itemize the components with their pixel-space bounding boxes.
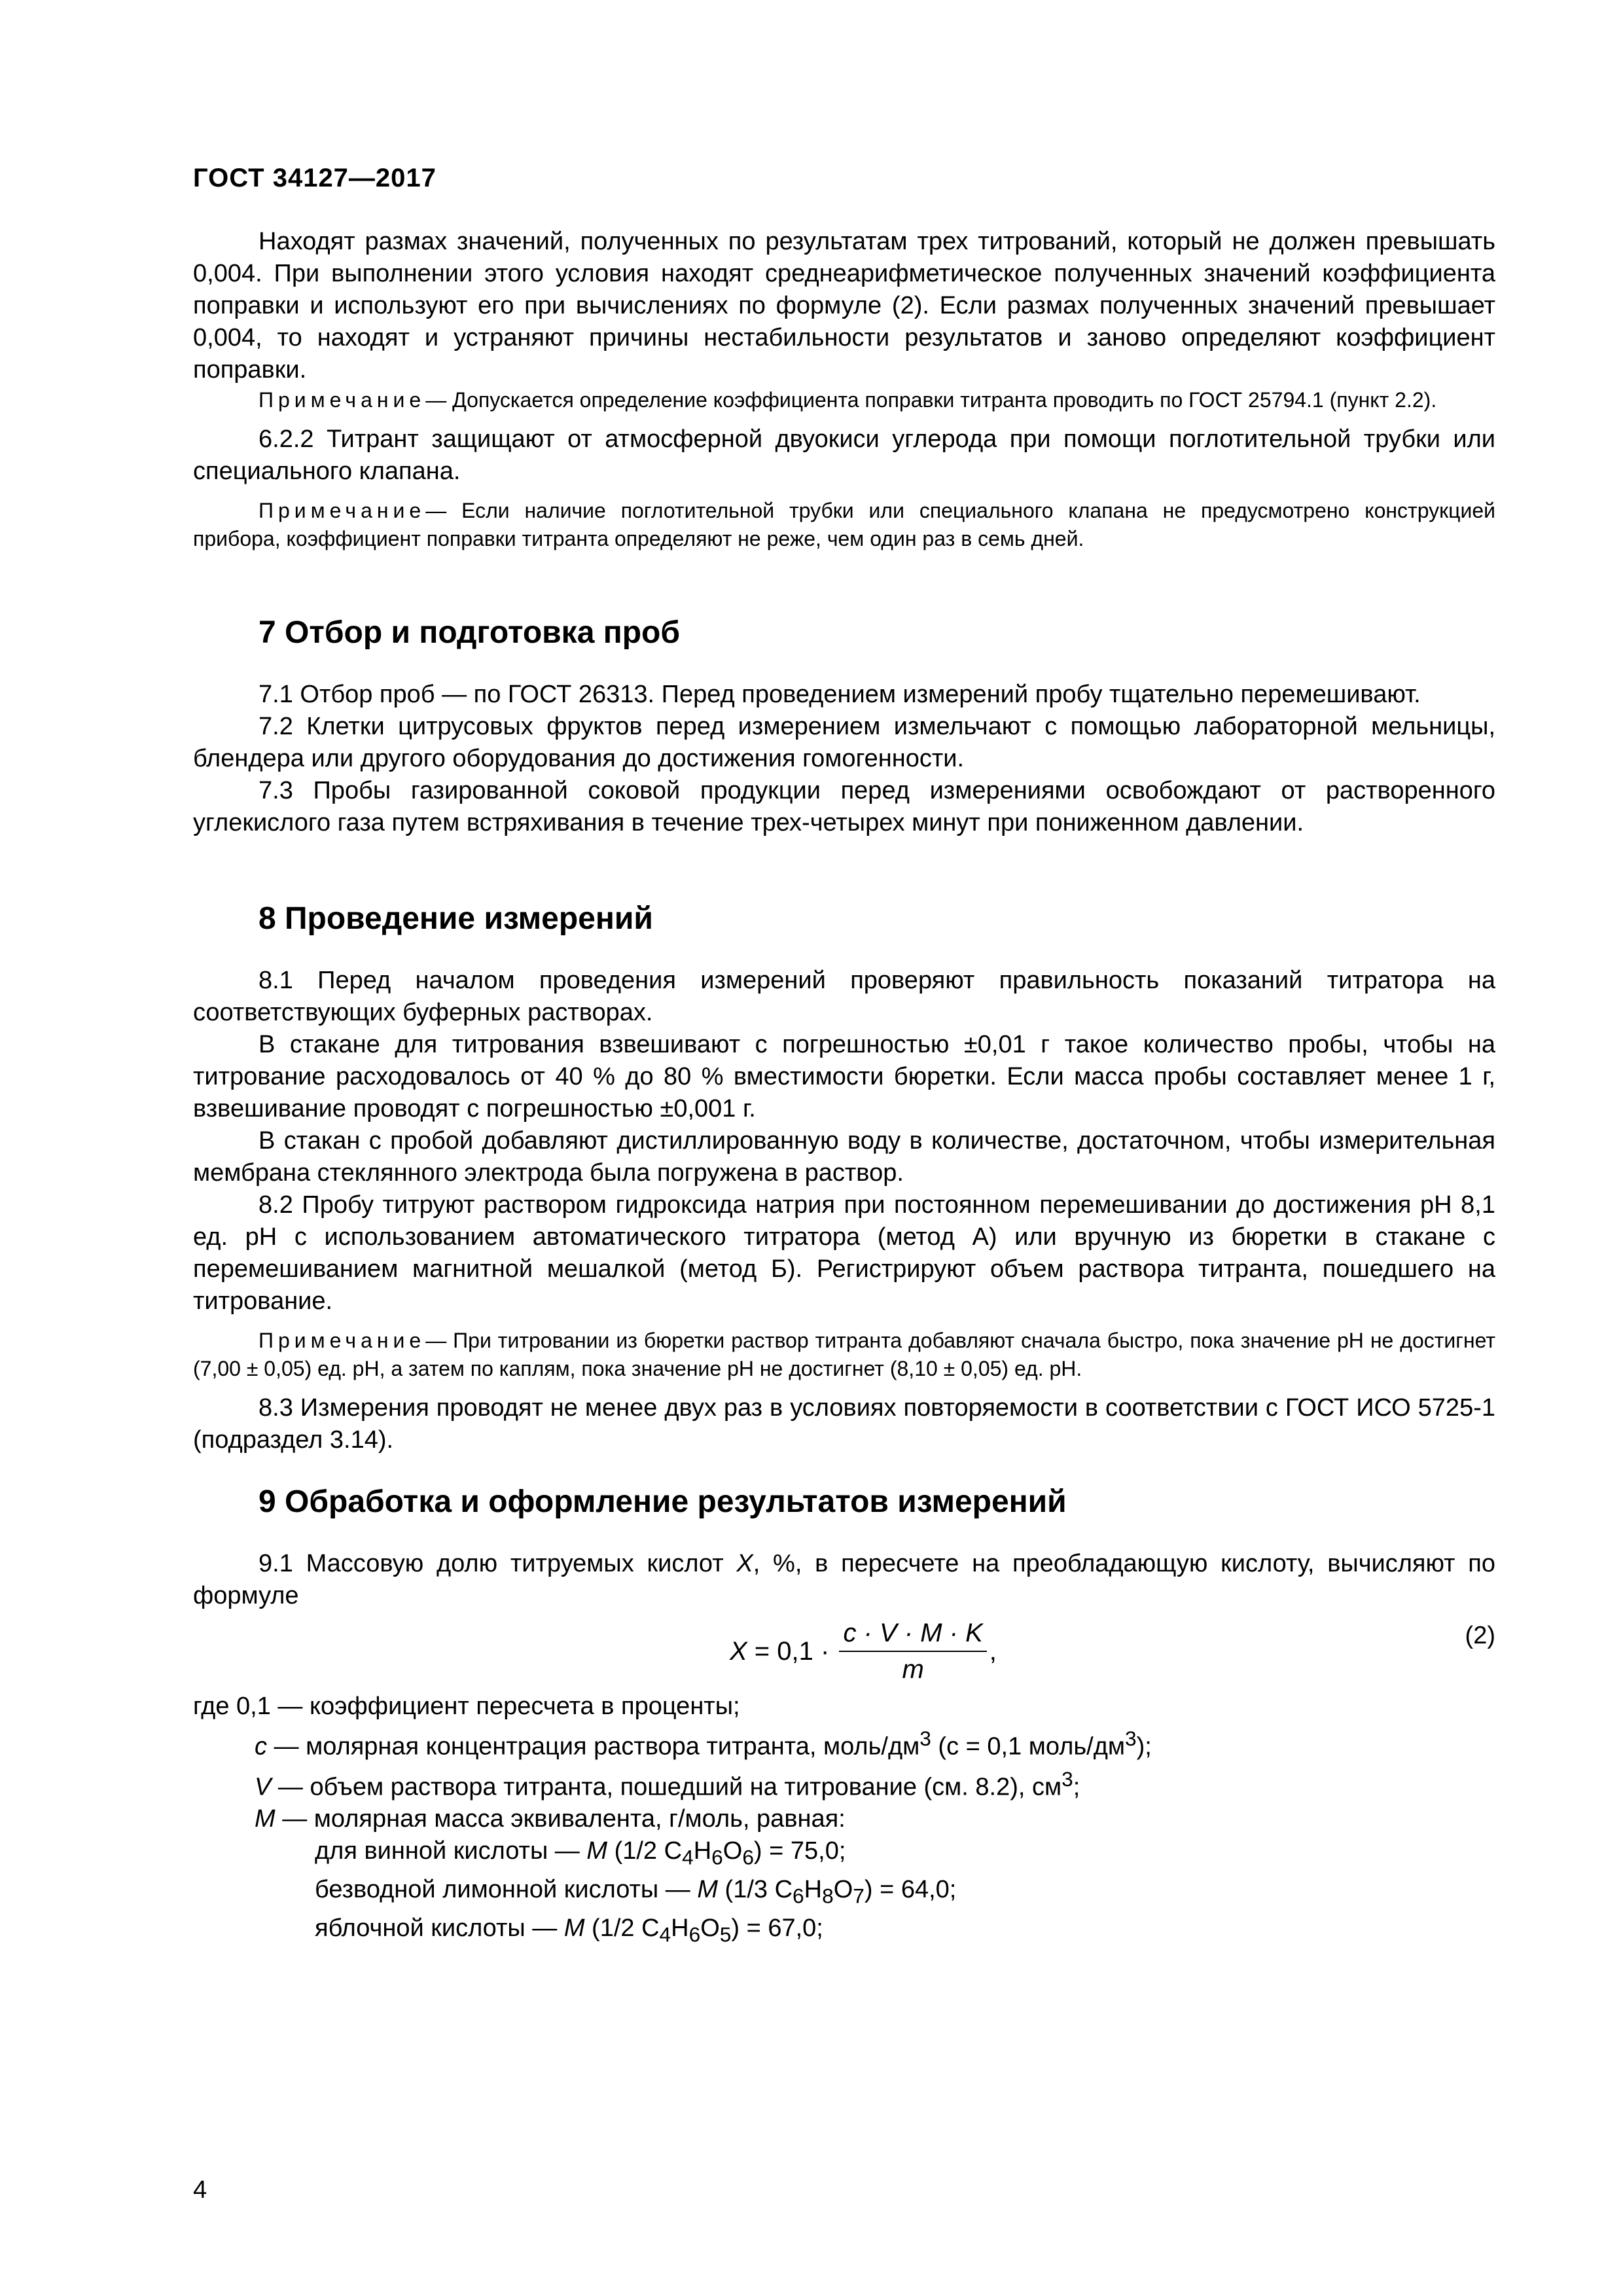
paragraph-7-3: 7.3 Пробы газированной соковой продукции перед измерениями освобождают от растворенного углекислого газа путем встряхивания в течение трех-четырех минут при пониженном давлении. (193, 777, 1495, 836)
paragraph-8-1: 8.1 Перед началом проведения измерений проверяют правильность показаний титратора на соответствующих буферных растворах. (193, 967, 1495, 1026)
document-header: ГОСТ 34127—2017 (193, 164, 437, 192)
where-intro: где 0,1 — коэффициент пересчета в проценты; (193, 1693, 740, 1720)
where-m: M — молярная масса эквивалента, г/моль, равная: (255, 1805, 846, 1833)
paragraph-8-1-water: В стакан с пробой добавляют дистиллированную воду в количестве, достаточном, чтобы измерительная мембрана стеклянного электрода была погружена в раствор. (193, 1127, 1495, 1187)
paragraph-7-2: 7.2 Клетки цитрусовых фруктов перед измерением измельчают с помощью лабораторной мельницы, блендера или другого оборудования до достижения гомогенности. (193, 713, 1495, 772)
paragraph-6-2-2: 6.2.2 Титрант защищают от атмосферной двуокиси углерода при помощи поглотительной трубки или специального клапана. (193, 425, 1495, 485)
note-2 (193, 497, 1495, 553)
section-9-heading: 9 Обработка и оформление результатов измерений (259, 1484, 1067, 1519)
document-body (193, 226, 1495, 1950)
paragraph-9-1: 9.1 Массовую долю титруемых кислот X, %, в пересчете на преобладающую кислоту, вычисляют по формуле (193, 1550, 1496, 1609)
paragraph-8-3: 8.3 Измерения проводят не менее двух раз в условиях повторяемости в соответствии с ГОСТ ИСО 5725-1 (подраздел 3.14). (193, 1394, 1495, 1454)
note-label: Примечание (259, 1329, 426, 1352)
acid-citric: безводной лимонной кислоты — M (1/3 $C_6H_8O_7) = 64,0$; (315, 1875, 957, 1908)
formula-tail: , (989, 1636, 997, 1666)
paragraph-7-1: 7.1 Отбор проб — по ГОСТ 26313. Перед проведением измерений пробу тщательно перемешивают. (259, 681, 1421, 708)
note-1 (193, 386, 1495, 414)
where-c: c — молярная концентрация раствора титранта, моль/$дм^3$ (c = 0,1 моль/$дм^3$); (255, 1727, 1152, 1761)
paragraph-range: Находят размах значений, полученных по результатам трех титрований, который не должен превышать 0,004. При выполнении этого условия находят среднеарифметическое полученных значений коэффициента поправки и используют его при вычислениях по формуле (2). Если размах полученных значений превышает 0,004, то находят и устраняют причины нестабильности результатов и заново определяют коэффициент поправки. (193, 228, 1495, 384)
note-label: Примечание (259, 388, 426, 412)
where-v: V — объем раствора титранта, пошедший на титрование (см. 8.2), $см^3$; (255, 1767, 1080, 1801)
paragraph-8-2: 8.2 Пробу титруют раствором гидроксида натрия при постоянном перемешивании до достижения pH 8,1 ед. pH с использованием автоматического титратора (метод А) или вручную из бюретки в стакане с перемешиванием магнитной мешалкой (метод Б). Регистрируют объем раствора титранта, пошедшего на титрование. (193, 1191, 1495, 1315)
section-8-heading: 8 Проведение измерений (259, 901, 653, 936)
page-number: 4 (193, 2176, 207, 2204)
note-text: — Если наличие поглотительной трубки или специального клапана не предусмотрено конструкцией прибора, коэффициент поправки титранта определяют не реже, чем один раз в семь дней. (193, 499, 1495, 550)
paragraph-8-1-weighing: В стакане для титрования взвешивают с погрешностью ±0,01 г такое количество пробы, чтобы на титрование расходовалось от 40 % до 80 % вместимости бюретки. Если масса пробы составляет менее 1 г, взвешивание проводят с погрешностью ±0,001 г. (193, 1031, 1495, 1122)
note-text: — Допускается определение коэффициента поправки титранта проводить по ГОСТ 25794.1 (пункт 2.2). (425, 388, 1437, 412)
formula-number: (2) (1465, 1622, 1495, 1649)
acid-tartaric: для винной кислоты — M (1/2 $C_4H_6O_6) = 75,0$; (315, 1837, 846, 1869)
note-label: Примечание (259, 499, 426, 522)
formula-numerator: c · V · M · K (839, 1618, 986, 1652)
section-7-heading: 7 Отбор и подготовка проб (259, 615, 681, 650)
formula-eq: = 0,1 · (747, 1636, 837, 1666)
acid-malic: яблочной кислоты — M (1/2 $C_4H_6O_5) = 67,0$; (315, 1914, 823, 1946)
formula-lhs: X (730, 1636, 747, 1666)
formula-denominator: m (902, 1655, 924, 1684)
note-3 (193, 1327, 1495, 1383)
formula-fraction (839, 1618, 986, 1685)
note-text: — При титровании из бюретки раствор титранта добавляют сначала быстро, пока значение pH не достигнет (7,00 ± 0,05) ед. pH, а затем по каплям, пока значение pH не достигнет (8,10 ± 0,05) ед. pH. (193, 1329, 1495, 1380)
formula-2 (193, 1612, 1495, 1691)
